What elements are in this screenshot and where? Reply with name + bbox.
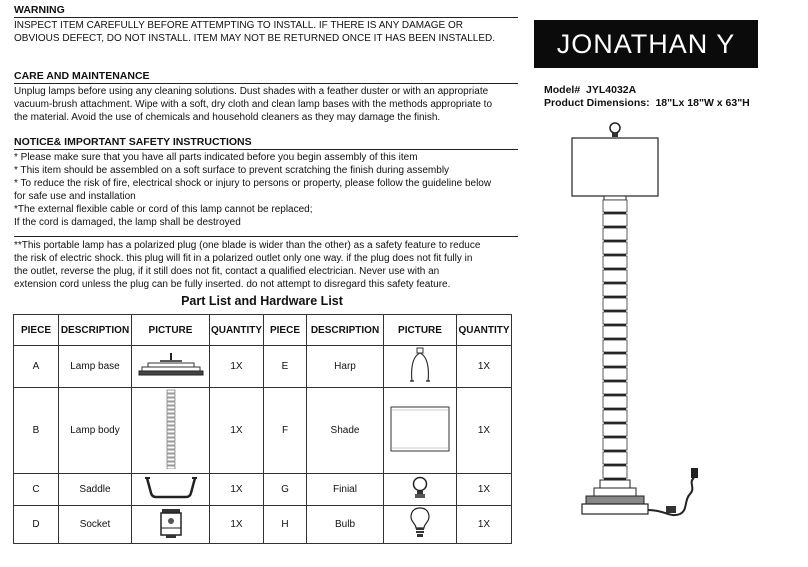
description-cell: Shade	[307, 388, 384, 474]
column-ring	[603, 214, 627, 226]
body-ring	[167, 426, 175, 429]
header-cell: QUANTITY	[210, 315, 264, 346]
plug-line: the outlet, reverse the plug, if it still does not fit, contact a qualified electrician. Never use with an	[14, 266, 440, 277]
body-ring	[167, 402, 175, 405]
plug-icon	[691, 468, 698, 478]
header-cell: PIECE	[264, 315, 307, 346]
column-ring	[603, 396, 627, 408]
table-row	[14, 388, 512, 474]
piece-cell: E	[264, 346, 307, 388]
notice-title: NOTICE& IMPORTANT SAFETY INSTRUCTIONS	[14, 136, 518, 150]
lamp-column	[603, 200, 627, 480]
column-ring	[603, 326, 627, 338]
header-cell: QUANTITY	[457, 315, 512, 346]
quantity-cell: 1X	[457, 474, 512, 506]
warning-title: WARNING	[14, 4, 518, 18]
harp-icon	[408, 347, 432, 383]
table-row	[14, 506, 512, 544]
table-row	[14, 346, 512, 388]
description-cell: Socket	[59, 506, 132, 544]
column-ring	[603, 270, 627, 282]
model-value: JYL4032A	[586, 84, 637, 96]
picture-cell	[132, 506, 210, 544]
quantity-cell: 1X	[210, 506, 264, 544]
bulb-icon	[410, 507, 430, 539]
column-ring	[603, 368, 627, 380]
column-ring	[603, 312, 627, 324]
body-ring	[167, 414, 175, 417]
cord-switch-icon	[666, 506, 676, 513]
lamp-finial	[610, 123, 620, 133]
picture-cell	[132, 388, 210, 474]
lamp-base-tier	[594, 488, 636, 496]
lamp-finial-base	[612, 133, 618, 137]
description-cell: Saddle	[59, 474, 132, 506]
product-info	[544, 84, 750, 110]
care-title: CARE AND MAINTENANCE	[14, 70, 518, 84]
body-ring	[167, 422, 175, 425]
description-cell: Bulb	[307, 506, 384, 544]
saddle-icon	[144, 475, 198, 501]
quantity-cell: 1X	[210, 346, 264, 388]
body-ring	[167, 390, 175, 393]
plug-line: extension cord unless the plug can be fully inserted. do not attempt to disregard this safety feature.	[14, 279, 451, 290]
shade-icon	[390, 406, 450, 452]
body-ring	[167, 406, 175, 409]
header-cell: PICTURE	[384, 315, 457, 346]
lamp-base-tier	[600, 480, 630, 488]
table-row	[14, 474, 512, 506]
header-cell: PICTURE	[132, 315, 210, 346]
care-section	[14, 70, 518, 124]
quantity-cell: 1X	[210, 388, 264, 474]
column-ring	[603, 284, 627, 296]
description-cell: Lamp base	[59, 346, 132, 388]
header-cell: DESCRIPTION	[307, 315, 384, 346]
column-ring	[603, 452, 627, 464]
table-header-row	[14, 315, 512, 346]
care-line: vacuum-brush attachment. Wipe with a soft, dry cloth and clean lamp bases with the methods appropriate to	[14, 99, 493, 110]
lamp-base-plate	[582, 504, 648, 514]
dimensions-value: 18"Lx 18"W x 63"H	[655, 97, 750, 109]
piece-cell: A	[14, 346, 59, 388]
description-cell: Lamp body	[59, 388, 132, 474]
picture-cell	[384, 474, 457, 506]
header-cell: PIECE	[14, 315, 59, 346]
body-ring	[167, 394, 175, 397]
picture-cell	[132, 474, 210, 506]
lamp-shade	[572, 138, 658, 196]
piece-cell: H	[264, 506, 307, 544]
body-ring	[167, 450, 175, 453]
body-ring	[167, 430, 175, 433]
piece-cell: D	[14, 506, 59, 544]
picture-cell	[384, 506, 457, 544]
quantity-cell: 1X	[457, 346, 512, 388]
socket-icon	[159, 507, 183, 539]
plug-line: the risk of electric shock. this plug will fit in a polarized outlet only one way. if the plug does not fit fully in	[14, 253, 473, 264]
brand-logo: JONATHAN Y	[534, 20, 758, 68]
column-ring	[603, 410, 627, 422]
column-ring	[603, 298, 627, 310]
lamp-body-icon	[164, 389, 178, 469]
picture-cell	[384, 346, 457, 388]
column-ring	[603, 354, 627, 366]
body-ring	[167, 434, 175, 437]
body-ring	[167, 442, 175, 445]
piece-cell: F	[264, 388, 307, 474]
description-cell: Finial	[307, 474, 384, 506]
parts-table	[13, 314, 512, 544]
body-ring	[167, 446, 175, 449]
body-ring	[167, 398, 175, 401]
quantity-cell: 1X	[457, 388, 512, 474]
plug-line: **This portable lamp has a polarized plug (one blade is wider than the other) as a safety feature to reduce	[14, 240, 481, 251]
notice-line: * This item should be assembled on a soft surface to prevent scratching the finish during assembly	[14, 165, 450, 176]
notice-section	[14, 136, 518, 229]
piece-cell: C	[14, 474, 59, 506]
piece-cell: B	[14, 388, 59, 474]
column-ring	[603, 228, 627, 240]
column-ring	[603, 340, 627, 352]
body-ring	[167, 458, 175, 461]
column-ring	[603, 242, 627, 254]
notice-line: * To reduce the risk of fire, electrical shock or injury to persons or property, please follow the guideline below	[14, 178, 492, 189]
quantity-cell: 1X	[210, 474, 264, 506]
finial-icon	[411, 476, 429, 500]
body-ring	[167, 466, 175, 469]
body-ring	[167, 438, 175, 441]
body-ring	[167, 462, 175, 465]
description-cell: Harp	[307, 346, 384, 388]
body-ring	[167, 418, 175, 421]
column-ring	[603, 200, 627, 212]
warning-section	[14, 4, 518, 45]
body-ring	[167, 410, 175, 413]
notice-line: for safe use and installation	[14, 191, 136, 202]
dimensions-label: Product Dimensions:	[544, 97, 650, 109]
lamp-base-icon	[138, 352, 204, 378]
piece-cell: G	[264, 474, 307, 506]
picture-cell	[132, 346, 210, 388]
warning-line: INSPECT ITEM CAREFULLY BEFORE ATTEMPTING TO INSTALL. IF THERE IS ANY DAMAGE OR	[14, 20, 463, 31]
care-line: the material. Avoid the use of chemicals and household cleaners as they may damage the finish.	[14, 112, 441, 123]
floor-lamp-illustration	[570, 118, 720, 528]
model-label: Model#	[544, 84, 581, 96]
column-ring	[603, 382, 627, 394]
column-ring	[603, 466, 627, 478]
column-ring	[603, 438, 627, 450]
header-cell: DESCRIPTION	[59, 315, 132, 346]
polarized-plug-notice	[14, 236, 518, 291]
warning-line: OBVIOUS DEFECT, DO NOT INSTALL. ITEM MAY NOT BE RETURNED ONCE IT HAS BEEN INSTALLED.	[14, 33, 496, 44]
care-line: Unplug lamps before using any cleaning solutions. Dust shades with a feather duster or with an appropriate	[14, 86, 489, 97]
notice-line: *The external flexible cable or cord of this lamp cannot be replaced;	[14, 204, 313, 215]
column-ring	[603, 256, 627, 268]
quantity-cell: 1X	[457, 506, 512, 544]
column-ring	[603, 424, 627, 436]
picture-cell	[384, 388, 457, 474]
lamp-base-tier	[586, 496, 644, 504]
notice-line: * Please make sure that you have all parts indicated before you begin assembly of this item	[14, 152, 418, 163]
lamp-column-cap	[604, 196, 626, 200]
body-ring	[167, 454, 175, 457]
notice-line: If the cord is damaged, the lamp shall be destroyed	[14, 217, 241, 228]
parts-title: Part List and Hardware List	[181, 294, 343, 308]
